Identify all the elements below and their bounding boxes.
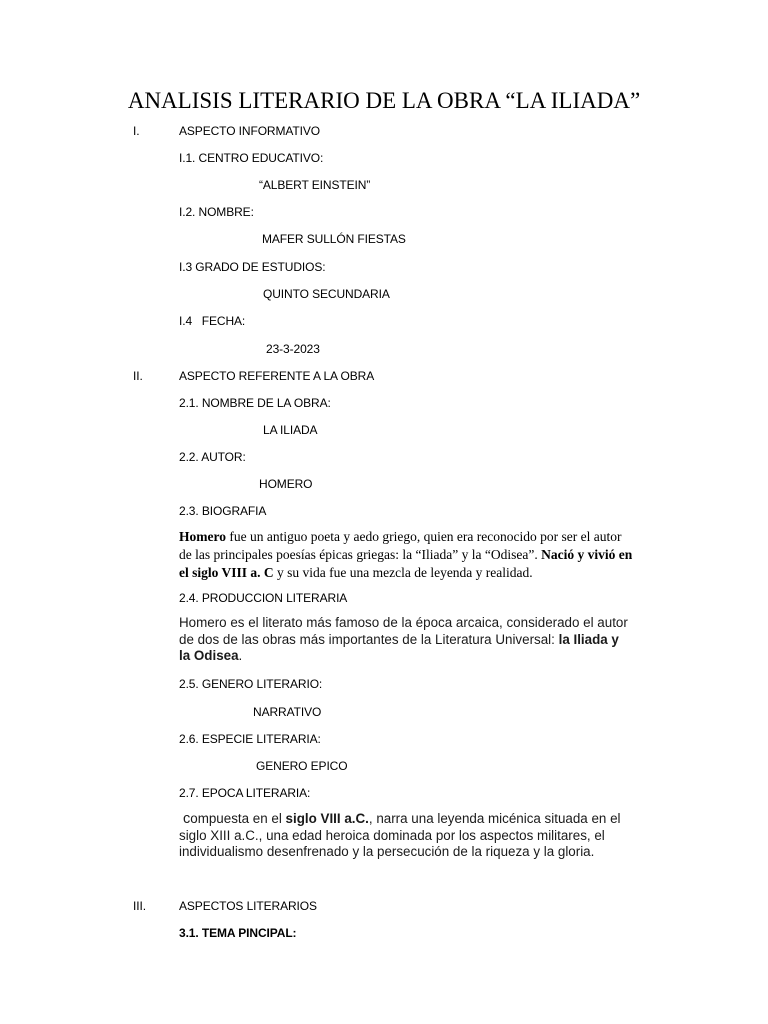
grado-value: QUINTO SECUNDARIA — [263, 287, 390, 301]
autor-label: 2.2. AUTOR: — [179, 450, 246, 464]
section-1-heading: ASPECTO INFORMATIVO — [179, 124, 321, 138]
centro-educativo-label: I.1. CENTRO EDUCATIVO: — [179, 151, 324, 165]
section-2-heading: ASPECTO REFERENTE A LA OBRA — [179, 369, 375, 383]
prod-bold-iliada: la Iliada y — [558, 631, 619, 647]
bio-bold-nacio: Nació y vivió en — [541, 547, 633, 562]
prod-text-3: . — [238, 648, 243, 663]
prod-text-2: de dos de las obras más importantes de la Literatura Universal: — [179, 631, 559, 647]
obra-label: 2.1. NOMBRE DE LA OBRA: — [179, 396, 331, 410]
epoca-first-letter: c — [183, 811, 191, 827]
section-1-numeral: I. — [133, 124, 140, 138]
tema-principal-label: 3.1. TEMA PINCIPAL: — [179, 926, 297, 940]
prod-bold-odisea: la Odisea — [179, 648, 239, 663]
especie-value: GENERO EPICO — [256, 759, 348, 773]
grado-label: I.3 GRADO DE ESTUDIOS: — [179, 260, 326, 274]
produccion-label: 2.4. PRODUCCION LITERARIA — [179, 591, 348, 605]
genero-label: 2.5. GENERO LITERARIO: — [179, 677, 323, 691]
epoca-text-2: siglo XIII a.C., una edad heroica dominada por los aspectos militares, el — [179, 827, 605, 843]
biografia-label: 2.3. BIOGRAFIA — [179, 504, 267, 518]
produccion-paragraph — [179, 615, 649, 665]
fecha-label: I.4 FECHA: — [179, 314, 246, 328]
epoca-bold-siglo: siglo VIII a.C. — [285, 811, 369, 826]
fecha-value: 23-3-2023 — [266, 342, 320, 356]
autor-value: HOMERO — [259, 477, 313, 491]
bio-bold-siglo: el siglo VIII a. C — [179, 565, 274, 580]
nombre-value: MAFER SULLÓN FIESTAS — [262, 232, 406, 246]
epoca-text-3: individualismo desenfrenado y la persecución de la riqueza y la gloria. — [179, 844, 595, 859]
prod-text-1: Homero es el literato más famoso de la época arcaica, considerado el autor — [179, 615, 628, 630]
bio-text-1: fue un antiguo poeta y aedo griego, quien era reconocido por ser el autor — [226, 529, 622, 544]
section-3-heading: ASPECTOS LITERARIOS — [179, 899, 317, 913]
epoca-label: 2.7. EPOCA LITERARIA: — [179, 786, 311, 800]
epoca-text-1a: ompuesta en el — [190, 811, 286, 826]
bio-bold-homero: Homero — [179, 529, 226, 544]
bio-text-2: de las principales poesías épicas griegas: la “Iliada” y la “Odisea”. — [179, 547, 542, 562]
section-2-numeral: II. — [133, 369, 143, 383]
centro-educativo-value: “ALBERT EINSTEIN” — [259, 178, 371, 192]
biografia-paragraph — [179, 528, 649, 582]
epoca-text-1b: , narra una leyenda micénica situada en el — [368, 811, 621, 826]
page-title: ANALISIS LITERARIO DE LA OBRA “LA ILIADA” — [127, 88, 641, 113]
bio-text-3: y su vida fue una mezcla de leyenda y realidad. — [273, 565, 533, 580]
genero-value: NARRATIVO — [253, 705, 322, 719]
nombre-label: I.2. NOMBRE: — [179, 205, 254, 219]
obra-value: LA ILIADA — [263, 423, 318, 437]
epoca-paragraph — [179, 811, 653, 861]
especie-label: 2.6. ESPECIE LITERARIA: — [179, 732, 321, 746]
section-3-numeral: III. — [133, 899, 146, 913]
